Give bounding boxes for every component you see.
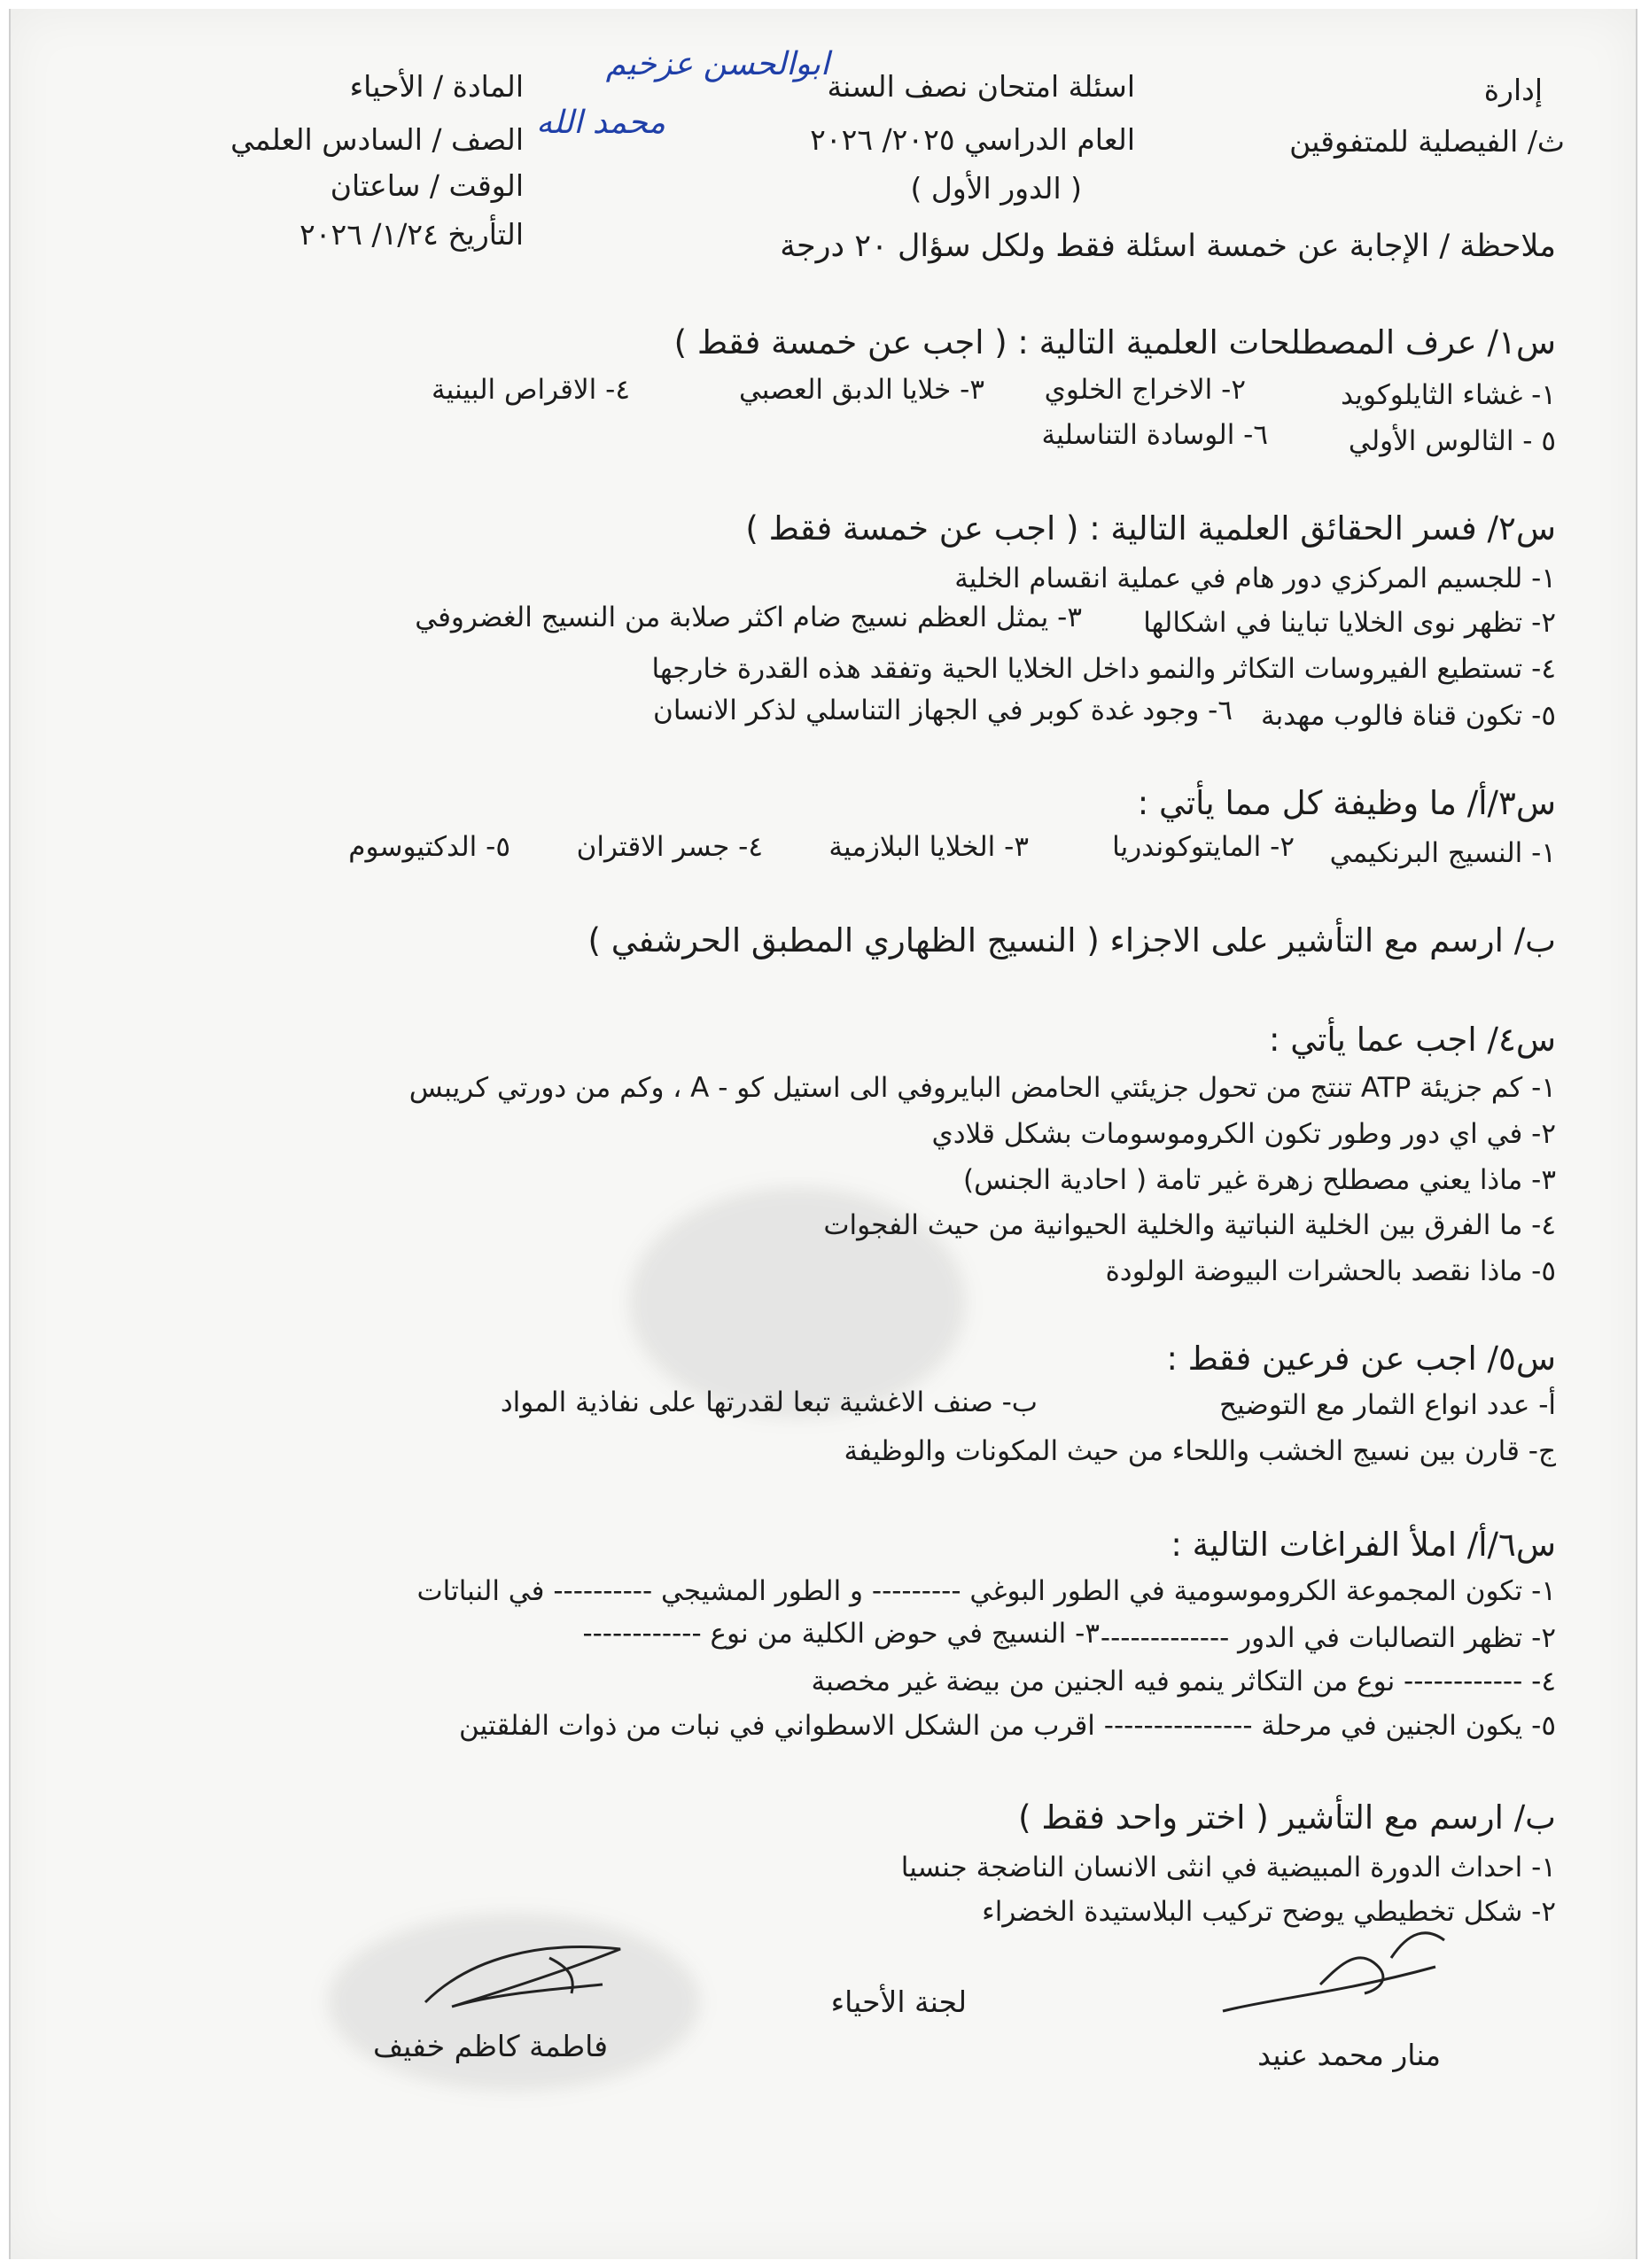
- date-line: التأريخ ١/٢٤/ ٢٠٢٦: [299, 217, 524, 252]
- q1-item: ٦- الوسادة التناسلية: [1041, 419, 1268, 451]
- q6-item: ٤- ------------ نوع من التكاثر ينمو فيه الجنين من بيضة غير مخصبة: [811, 1666, 1556, 1697]
- q1-title: س١/ عرف المصطلحات العلمية التالية : ( اجب عن خمسة فقط ): [673, 323, 1556, 361]
- q1-item: ٢- الاخراج الخلوي: [1044, 374, 1246, 406]
- q1-item: ٤- الاقراص البينية: [432, 374, 630, 406]
- q5-item: أ- عدد انواع الثمار مع التوضيح: [1219, 1389, 1556, 1421]
- subject-line: المادة / الأحياء: [349, 69, 524, 104]
- class-line: الصف / السادس العلمي: [230, 122, 524, 157]
- q2-item: ٣- يمثل العظم نسيج ضام اكثر صلابة من النسيج الغضروفي: [415, 602, 1082, 633]
- exam-round: ( الدور الأول ): [910, 171, 1082, 206]
- teacher-right-name: منار محمد عنيد: [1257, 2038, 1441, 2072]
- q6-item: ٢- تظهر التصالبات في الدور -------------: [1100, 1622, 1556, 1654]
- q2-item: ٢- تظهر نوى الخلايا تباينا في اشكالها: [1143, 607, 1556, 639]
- q3-item: ١- النسيج البرنكيمي: [1329, 837, 1556, 869]
- q4-item: ٥- ماذا نقصد بالحشرات البيوضة الولودة: [1105, 1255, 1556, 1287]
- q5-item: ج- قارن بين نسيج الخشب واللحاء من حيث المكونات والوظيفة: [844, 1435, 1556, 1467]
- teacher-left-name: فاطمة كاظم خفيف: [372, 2029, 608, 2063]
- q6-item: ٣- النسيج في حوض الكلية من نوع ------------: [582, 1618, 1100, 1650]
- q3-item: ٣- الخلايا البلازمية: [828, 831, 1029, 863]
- q4-item: ٢- في اي دور وطور تكون الكروموسومات بشكل قلادي: [931, 1118, 1556, 1150]
- committee-label: لجنة الأحياء: [830, 1984, 967, 2019]
- time-line: الوقت / ساعتان: [330, 168, 524, 203]
- q3-item: ٥- الدكتيوسوم: [348, 831, 510, 863]
- q6a-title: س٦/أ/ املأ الفراغات التالية :: [1171, 1526, 1556, 1564]
- signature-left: [416, 1922, 647, 2029]
- handwritten-name-2: محمد الله: [536, 105, 665, 141]
- q4-item: ١- كم جزيئة ATP تنتج من تحول جزيئتي الحامض البايروفي الى استيل كو - A ، وكم من دورتي كريبس: [408, 1072, 1556, 1104]
- q3b-title: ب/ ارسم مع التأشير على الاجزاء ( النسيج الظهاري المطبق الحرشفي ): [587, 921, 1556, 959]
- q3-item: ٤- جسر الاقتران: [576, 831, 763, 863]
- q2-item: ٦- وجود غدة كوبر في الجهاز التناسلي لذكر الانسان: [653, 695, 1233, 726]
- q1-item: ١- غشاء الثايلوكويد: [1341, 379, 1556, 411]
- q2-title: س٢/ فسر الحقائق العلمية التالية : ( اجب عن خمسة فقط ): [745, 509, 1556, 548]
- q4-title: س٤/ اجب عما يأتي :: [1269, 1021, 1556, 1059]
- q6-item: ٥- يكون الجنين في مرحلة --------------- اقرب من الشكل الاسطواني في نبات من ذوات الفلقتين: [459, 1710, 1556, 1742]
- q2-item: ٤- تستطيع الفيروسات التكاثر والنمو داخل الخلايا الحية وتفقد هذه القدرة خارجها: [651, 653, 1556, 685]
- paper-edge-left: [9, 9, 11, 2259]
- admin-label: إدارة: [1483, 73, 1543, 107]
- q4-item: ٣- ماذا يعني مصطلح زهرة غير تامة ( احادية الجنس): [962, 1164, 1556, 1196]
- q6b-item: ١- احداث الدورة المبيضية في انثى الانسان الناضجة جنسيا: [900, 1852, 1556, 1884]
- q3-item: ٢- المايتوكوندريا: [1112, 831, 1295, 863]
- handwritten-name: ابوالحسن عزخيم: [605, 46, 829, 82]
- exam-title: اسئلة امتحان نصف السنة: [827, 69, 1135, 104]
- q1-item: ٥ - الثالوس الأولي: [1348, 425, 1556, 457]
- q6b-title: ب/ ارسم مع التأشير ( اختر واحد فقط ): [1018, 1798, 1556, 1837]
- q6b-item: ٢- شكل تخطيطي يوضح تركيب البلاستيدة الخضراء: [982, 1896, 1556, 1928]
- signature-right: [1205, 1914, 1471, 2038]
- academic-year: العام الدراسي ٢٠٢٥/ ٢٠٢٦: [810, 122, 1135, 157]
- q2-item: ٥- تكون قناة فالوب مهدبة: [1261, 700, 1556, 732]
- q2-item: ١- للجسيم المركزي دور هام في عملية انقسام الخلية: [954, 563, 1556, 594]
- q3a-title: س٣/أ/ ما وظيفة كل مما يأتي :: [1137, 784, 1556, 822]
- q4-item: ٤- ما الفرق بين الخلية النباتية والخلية الحيوانية من حيث الفجوات: [823, 1209, 1556, 1241]
- q5-title: س٥/ اجب عن فرعين فقط :: [1166, 1340, 1556, 1378]
- q5-item: ب- صنف الاغشية تبعا لقدرتها على نفاذية المواد: [500, 1386, 1038, 1418]
- exam-note: ملاحظة / الإجابة عن خمسة اسئلة فقط ولكل سؤال ٢٠ درجة: [780, 229, 1556, 264]
- paper-edge-right: [1636, 9, 1637, 2259]
- q6-item: ١- تكون المجموعة الكروموسومية في الطور البوغي --------- و الطور المشيجي ---------- في النباتات: [416, 1575, 1556, 1607]
- q1-item: ٣- خلايا الدبق العصبي: [738, 374, 984, 406]
- school-name: ث/ الفيصلية للمتفوقين: [1289, 124, 1565, 159]
